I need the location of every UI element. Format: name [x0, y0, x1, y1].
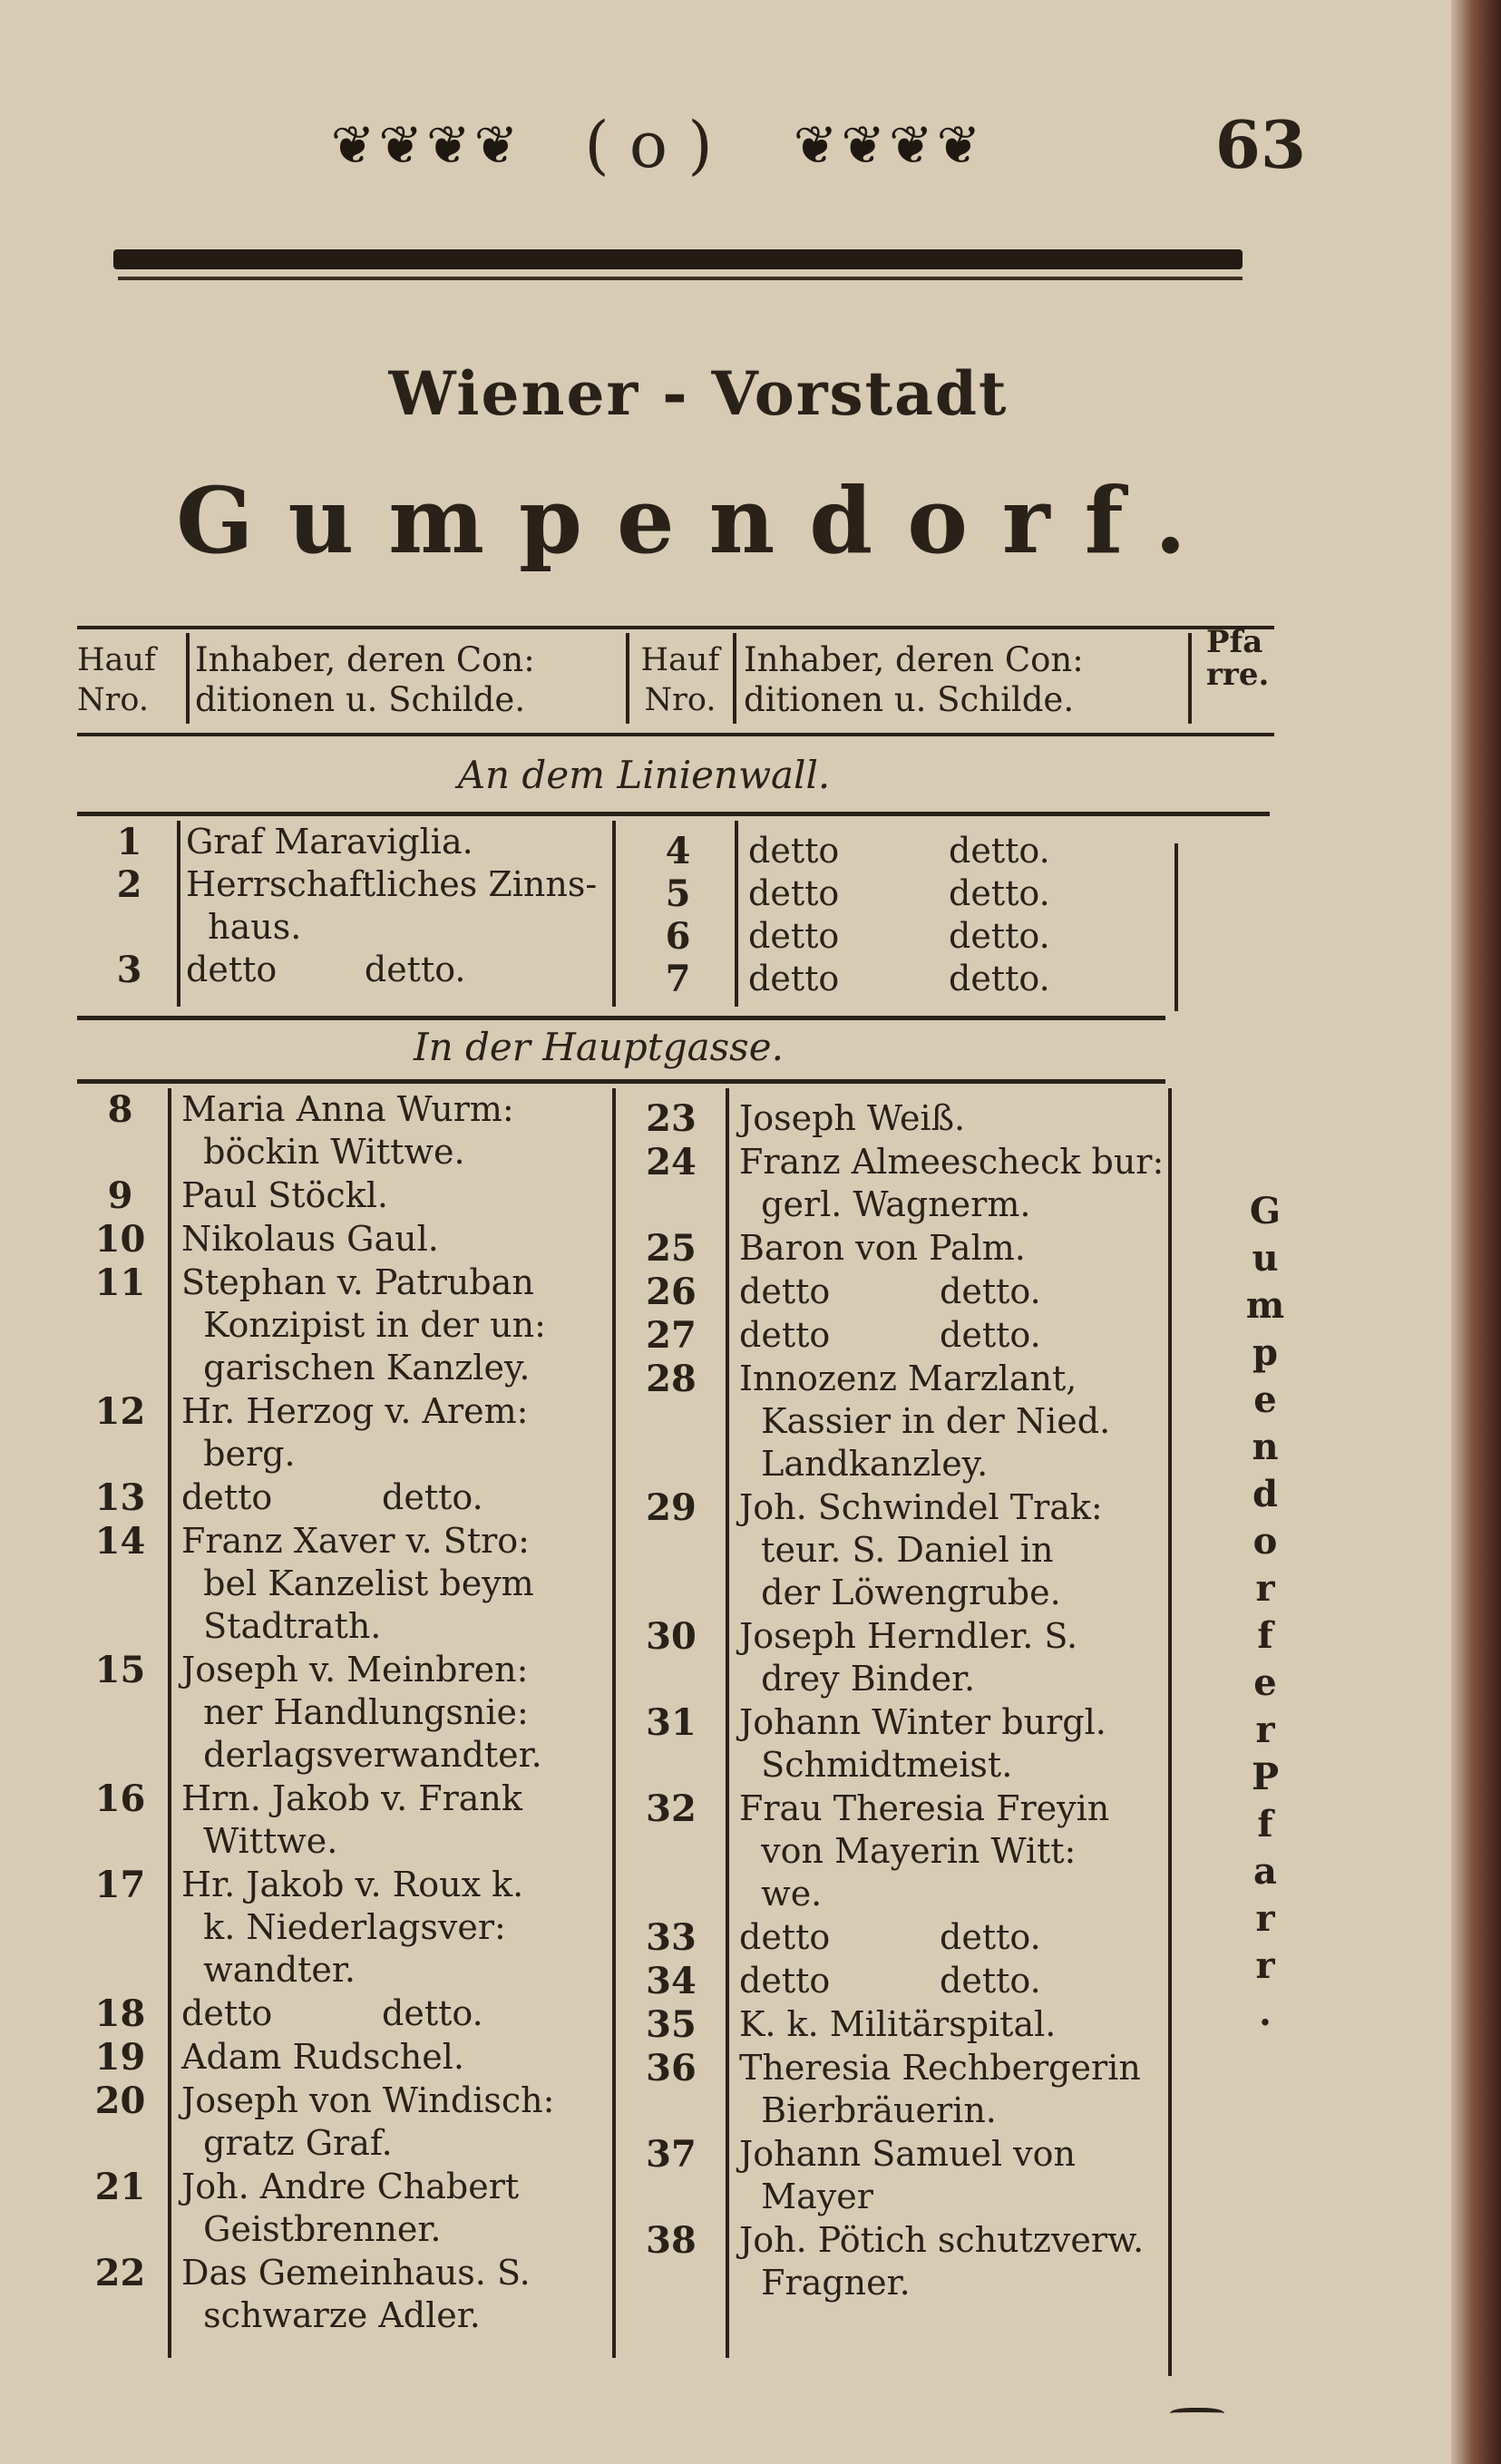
house-number: 23 — [646, 1097, 697, 1140]
house-number: 10 — [94, 1218, 146, 1261]
house-number: 6 — [665, 915, 691, 958]
book-binding-edge — [1451, 0, 1501, 2464]
house-number: 2 — [116, 863, 142, 906]
column-header-haus-line: Nro. — [644, 682, 716, 718]
column-header-owner-line: ditionen u. Schilde. — [744, 680, 1075, 719]
column-header-haus-2 — [629, 640, 731, 720]
section-heading-hauptgasse: In der Hauptgasse. — [414, 1025, 784, 1069]
house-number: 3 — [116, 949, 142, 991]
house-number: 4 — [665, 830, 691, 872]
owner-entry: detto detto. — [748, 873, 1050, 913]
house-number: 19 — [94, 2036, 146, 2079]
side-street-letter: r — [1255, 1709, 1275, 1751]
house-number: 15 — [94, 1649, 146, 1691]
section-rule — [77, 1016, 1165, 1020]
header-divider — [733, 633, 736, 724]
owner-entry: Joh. Schwindel Trak: teur. S. Daniel in der Löwengrube. — [739, 1487, 1103, 1612]
owner-entry: Franz Almeescheck bur: gerl. Wagnerm. — [739, 1142, 1165, 1224]
house-number: 28 — [646, 1358, 697, 1400]
header-divider — [186, 633, 190, 724]
side-street-letter: r — [1255, 1567, 1275, 1610]
side-street-letter: f — [1257, 1614, 1273, 1657]
house-number: 24 — [646, 1141, 697, 1183]
house-number: 36 — [646, 2047, 697, 2089]
house-number: 9 — [107, 1174, 133, 1217]
owner-entry: Frau Theresia Freyin von Mayerin Witt: we. — [739, 1788, 1110, 1914]
side-street-letter: a — [1253, 1850, 1277, 1893]
house-number: 35 — [646, 2003, 697, 2046]
table-top-rule — [77, 626, 1274, 629]
side-street-label — [1238, 1188, 1292, 2037]
house-number: 25 — [646, 1227, 697, 1270]
side-street-letter: o — [1252, 1520, 1278, 1563]
section-rule — [77, 812, 1270, 816]
owner-entry: Franz Xaver v. Stro: bel Kanzelist beym Stadtrath. — [181, 1521, 534, 1646]
owner-entry: detto detto. — [748, 959, 1050, 998]
column-header-haus-line: Hauf — [77, 642, 156, 678]
side-street-letter: P — [1251, 1756, 1280, 1798]
ornament-left: ❦❦❦❦ — [330, 114, 522, 176]
house-number: 21 — [94, 2166, 146, 2208]
house-number: 14 — [94, 1520, 146, 1563]
owner-entry: Baron von Palm. — [739, 1228, 1026, 1268]
side-street-letter: m — [1245, 1284, 1285, 1327]
header-divider — [1188, 633, 1192, 724]
house-number: 13 — [94, 1476, 146, 1519]
house-number: 16 — [94, 1777, 146, 1820]
owner-entry: detto detto. — [739, 1271, 1041, 1311]
owner-entry: Herrschaftliches Zinns- haus. — [186, 864, 598, 947]
owner-entry: detto detto. — [748, 831, 1050, 871]
house-number: 20 — [94, 2079, 146, 2122]
owner-entry: Joseph Herndler. S. drey Binder. — [739, 1616, 1078, 1699]
owner-entry: Adam Rudschel. — [181, 2037, 464, 2077]
owner-entry: Hrn. Jakob v. Frank Wittwe. — [181, 1778, 522, 1861]
owner-entry: Hr. Jakob v. Roux k. k. Niederlagsver: wandter. — [181, 1865, 524, 1990]
side-street-letter: e — [1253, 1378, 1277, 1421]
column-header-owner-line: Inhaber, deren Con: — [744, 640, 1084, 679]
house-number: 27 — [646, 1314, 697, 1357]
side-street-letter: G — [1249, 1190, 1282, 1232]
house-number: 31 — [646, 1701, 697, 1744]
owner-entry: Stephan v. Patruban Konzipist in der un: garischen Kanzley. — [181, 1262, 546, 1388]
owner-entry: Nikolaus Gaul. — [181, 1219, 439, 1259]
column-divider — [612, 1088, 616, 2358]
side-street-letter: u — [1252, 1237, 1279, 1280]
owner-entry: detto detto. — [748, 916, 1050, 956]
owner-entry: detto detto. — [739, 1961, 1041, 2001]
owner-entry: Graf Maraviglia. — [186, 822, 473, 862]
side-street-letter: r — [1255, 1897, 1275, 1940]
side-street-letter: r — [1255, 1944, 1275, 1987]
house-number: 33 — [646, 1916, 697, 1959]
owner-entry: detto detto. — [181, 1477, 483, 1517]
column-header-owner-line: ditionen u. Schilde. — [195, 680, 526, 719]
house-number: 18 — [94, 1992, 146, 2035]
side-street-letter: d — [1252, 1473, 1278, 1515]
column-header-pfarre-line: rre. — [1206, 657, 1270, 693]
page-number: 63 — [1214, 106, 1306, 183]
house-number: 17 — [94, 1864, 146, 1906]
column-header-owner-line: Inhaber, deren Con: — [195, 640, 535, 679]
house-number: 26 — [646, 1271, 697, 1313]
column-header-owner — [195, 640, 621, 720]
section-heading-linienwall: An dem Linienwall. — [457, 753, 831, 797]
side-street-letter: n — [1252, 1426, 1279, 1468]
house-number: 1 — [116, 821, 142, 863]
column-header-haus — [77, 640, 184, 720]
owner-entry: detto detto. — [739, 1315, 1041, 1355]
house-number: 7 — [665, 958, 691, 1000]
header-rule-thin — [118, 277, 1243, 280]
house-number: 12 — [94, 1390, 146, 1433]
column-divider — [612, 821, 616, 1007]
owner-entry: Hr. Herzog v. Arem: berg. — [181, 1391, 529, 1474]
side-street-letter: p — [1252, 1331, 1278, 1374]
ornament-right: ❦❦❦❦ — [793, 114, 985, 176]
house-number: 37 — [646, 2133, 697, 2176]
page-subtitle: Gumpendorf. — [176, 467, 1221, 574]
column-header-haus-line: Hauf — [640, 642, 720, 678]
house-number: 8 — [107, 1088, 133, 1131]
column-divider — [1174, 843, 1178, 1011]
owner-entry: detto detto. — [739, 1917, 1041, 1957]
house-number: 29 — [646, 1486, 697, 1529]
catchword-mark — [1170, 2408, 1224, 2421]
column-divider — [168, 1088, 171, 2358]
owner-entry: detto detto. — [181, 1993, 483, 2033]
table-header-rule — [77, 733, 1274, 736]
house-number: 22 — [94, 2252, 146, 2294]
side-street-letter: . — [1259, 1992, 1272, 2034]
owner-entry: Johann Samuel von Mayer — [739, 2134, 1077, 2216]
side-street-letter: e — [1253, 1661, 1277, 1704]
owner-entry: Joseph von Windisch: gratz Graf. — [181, 2080, 555, 2163]
house-number: 38 — [646, 2219, 697, 2262]
owner-entry: Joh. Pötich schutzverw. Fragner. — [739, 2220, 1145, 2303]
column-divider — [726, 1088, 729, 2358]
page-title: Wiener - Vorstadt — [388, 358, 1009, 429]
house-number: 34 — [646, 1960, 697, 2002]
owner-entry: Theresia Rechbergerin Bierbräuerin. — [739, 2048, 1141, 2130]
column-header-pfarre-line: Pfa — [1206, 624, 1263, 660]
section-rule — [77, 1079, 1165, 1084]
owner-entry: Johann Winter burgl. Schmidtmeist. — [739, 1702, 1106, 1785]
column-header-owner-2 — [744, 640, 1184, 720]
owner-entry: K. k. Militärspital. — [739, 2004, 1057, 2044]
column-header-haus-line: Nro. — [77, 682, 149, 718]
column-divider — [735, 821, 738, 1007]
owner-entry: detto detto. — [186, 950, 466, 989]
house-number: 11 — [94, 1261, 146, 1304]
owner-entry: Joseph Weiß. — [739, 1098, 966, 1138]
house-number: 30 — [646, 1615, 697, 1658]
owner-entry: Paul Stöckl. — [181, 1175, 388, 1215]
header-mark: ( o ) — [584, 108, 713, 182]
owner-entry: Das Gemeinhaus. S. schwarze Adler. — [181, 2253, 531, 2335]
house-number: 5 — [665, 872, 691, 915]
owner-entry: Joseph v. Meinbren: ner Handlungsnie: derlagsverwandter. — [181, 1650, 542, 1775]
owner-entry: Joh. Andre Chabert Geistbrenner. — [181, 2167, 520, 2249]
column-divider — [177, 821, 180, 1007]
side-street-letter: f — [1257, 1803, 1273, 1846]
column-divider — [1168, 1088, 1172, 2376]
owner-entry: Maria Anna Wurm: böckin Wittwe. — [181, 1089, 514, 1172]
column-header-pfarre — [1206, 624, 1270, 693]
header-rule — [113, 249, 1243, 269]
house-number: 32 — [646, 1787, 697, 1830]
owner-entry: Innozenz Marzlant, Kassier in der Nied. Landkanzley. — [739, 1359, 1111, 1484]
